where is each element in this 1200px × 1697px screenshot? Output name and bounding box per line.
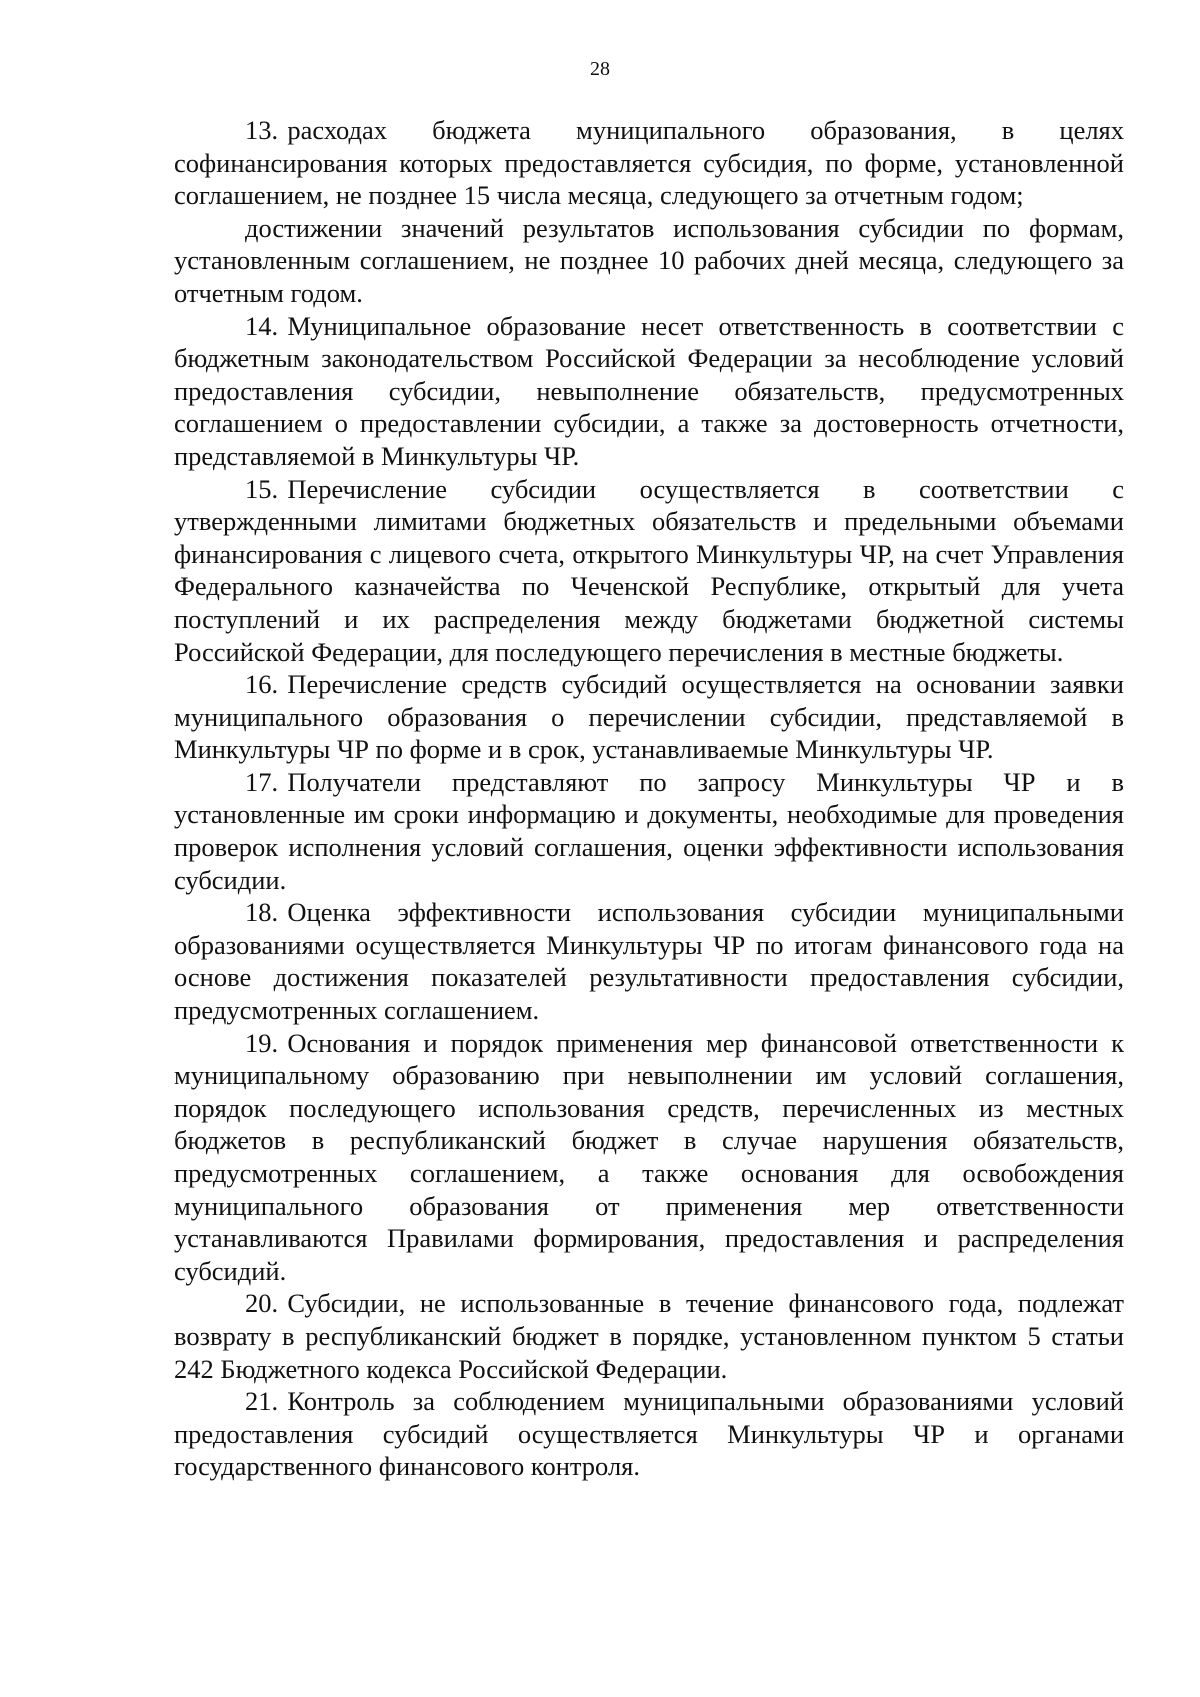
paragraph-17	[174, 766, 1124, 896]
paragraph-15	[174, 473, 1124, 669]
paragraph-18	[174, 896, 1124, 1026]
paragraph-21	[174, 1385, 1124, 1483]
paragraph-20	[174, 1287, 1124, 1385]
paragraph-13-continued	[174, 212, 1124, 310]
paragraph-16	[174, 668, 1124, 766]
paragraph-number: 16.	[245, 669, 279, 700]
paragraph-text: Перечисление субсидии осуществляется в соответствии с утвержденными лимитами бюджетных обязательств и предельными объемами финансирования с лицевого счета, открытого Минкультуры ЧР, на счет Управления Федерального казначейства по Чеченской Республике, открытый для учета поступлений и их распределения между бюджетами бюджетной системы Российской Федерации, для последующего перечисления в местные бюджеты.	[174, 473, 1124, 667]
paragraph-14	[174, 310, 1124, 473]
paragraph-text: достижении значений результатов использования субсидии по формам, установленным соглашением, не позднее 10 рабочих дней месяца, следующего за отчетным годом.	[174, 212, 1124, 308]
paragraph-text: Субсидии, не использованные в течение финансового года, подлежат возврату в республиканский бюджет в порядке, установленном пунктом 5 статьи 242 Бюджетного кодекса Российской Федерации.	[174, 1288, 1124, 1384]
paragraph-text: Муниципальное образование несет ответственность в соответствии с бюджетным законодательством Российской Федерации за несоблюдение условий предоставления субсидии, невыполнение обязательств, предусмотренных соглашением о предоставлении субсидии, а также за достоверность отчетности, представляемой в Минкультуры ЧР.	[174, 310, 1124, 471]
paragraph-number: 21.	[245, 1386, 279, 1417]
document-body	[174, 114, 1124, 1483]
paragraph-text: Получатели представляют по запросу Минкультуры ЧР и в установленные им сроки информацию и документы, необходимые для проведения проверок исполнения условий соглашения, оценки эффективности использования субсидии.	[174, 766, 1124, 895]
paragraph-text: расходах бюджета муниципального образования, в целях софинансирования которых предоставляется субсидия, по форме, установленной соглашением, не позднее 15 числа месяца, следующего за отчетным годом;	[174, 115, 1124, 211]
paragraph-number: 14.	[245, 310, 279, 341]
paragraph-number: 18.	[245, 897, 279, 928]
paragraph-text: Перечисление средств субсидий осуществляется на основании заявки муниципального образования о перечислении субсидии, представляемой в Минкультуры ЧР по форме и в срок, устанавливаемые Минкультуры ЧР.	[174, 669, 1124, 765]
paragraph-number: 17.	[245, 766, 279, 797]
paragraph-number: 20.	[245, 1288, 279, 1319]
paragraph-text: Контроль за соблюдением муниципальными образованиями условий предоставления субсидий осуществляется Минкультуры ЧР и органами государственного финансового контроля.	[174, 1386, 1124, 1482]
paragraph-number: 19.	[245, 1027, 279, 1058]
paragraph-text: Оценка эффективности использования субсидии муниципальными образованиями осуществляется Минкультуры ЧР по итогам финансового года на основе достижения показателей результативности предоставления субсидии, предусмотренных соглашением.	[174, 897, 1124, 1026]
paragraph-text: Основания и порядок применения мер финансовой ответственности к муниципальному образованию при невыполнении им условий соглашения, порядок последующего использования средств, перечисленных из местных бюджетов в республиканский бюджет в случае нарушения обязательств, предусмотренных соглашением, а также основания для освобождения муниципального образования от применения мер ответственности устанавливаются Правилами формирования, предоставления и распределения субсидий.	[174, 1027, 1124, 1286]
paragraph-19	[174, 1027, 1124, 1288]
paragraph-13	[174, 114, 1124, 212]
paragraph-number: 15.	[245, 473, 279, 504]
page-number: 28	[590, 58, 610, 80]
paragraph-number: 13.	[245, 115, 279, 145]
